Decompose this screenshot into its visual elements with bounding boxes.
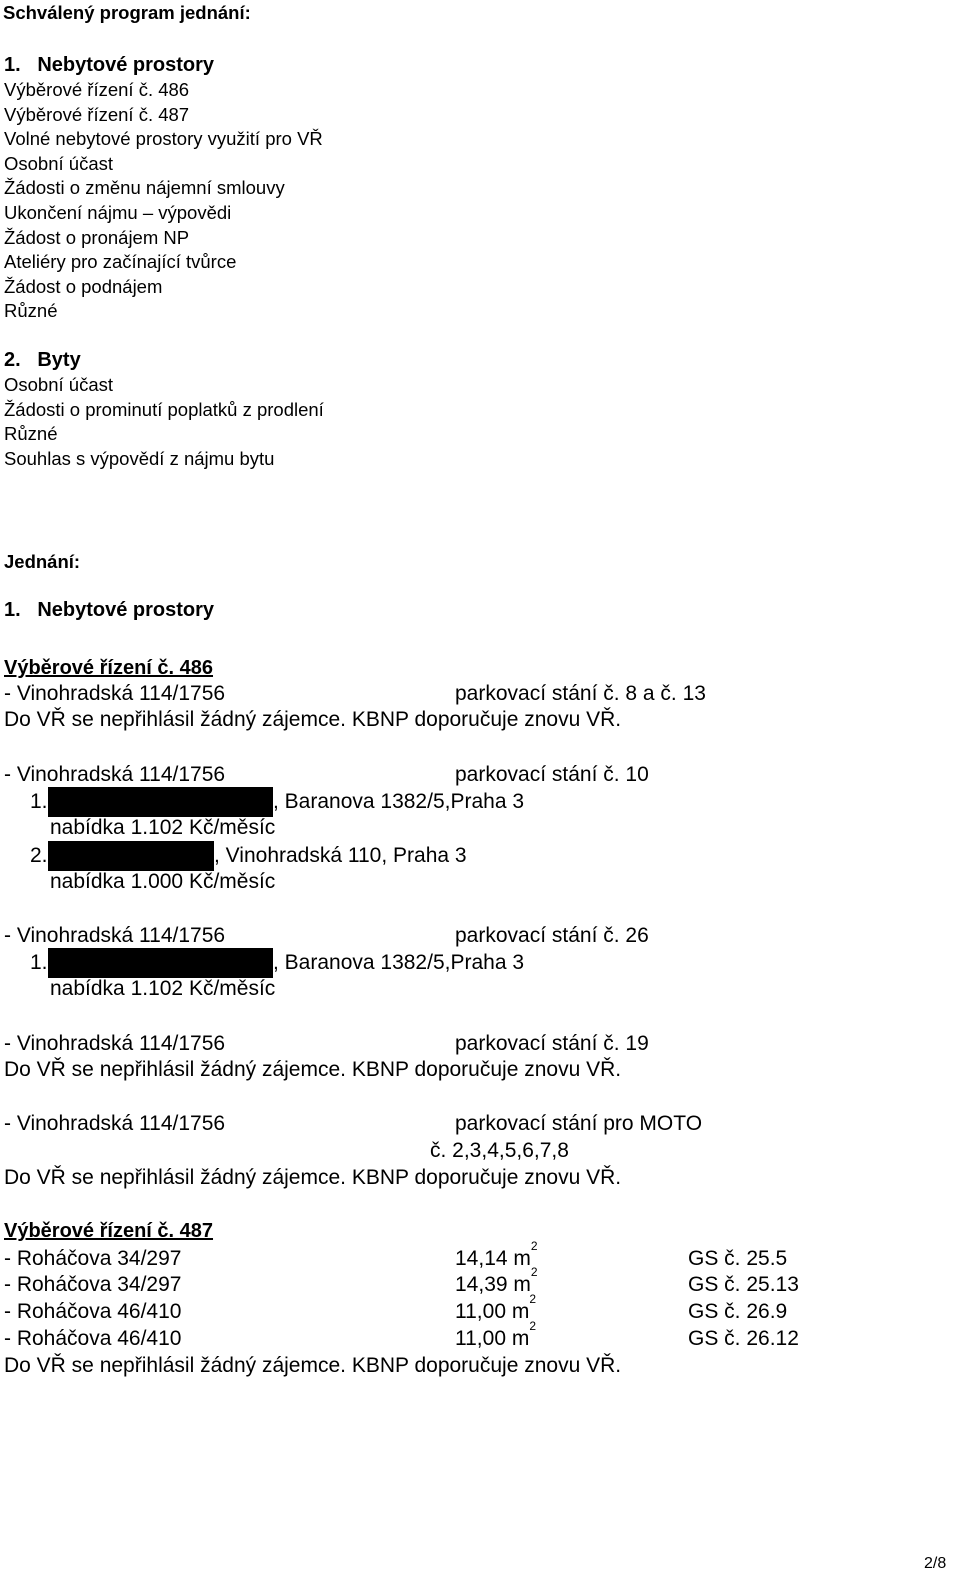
list-item: Výběrové řízení č. 486 (4, 79, 190, 100)
bid-offer: nabídka 1.102 Kč/měsíc (50, 816, 276, 839)
bidder-number: 1. (30, 951, 48, 974)
bid-offer: nabídka 1.102 Kč/měsíc (50, 977, 276, 1000)
address: - Vinohradská 114/1756 (4, 924, 226, 947)
vr486-heading: Výběrové řízení č. 486 (4, 657, 214, 679)
note: Do VŘ se nepřihlásil žádný zájemce. KBNP doporučuje znovu VŘ. (4, 1058, 622, 1081)
list-item: Osobní účast (4, 152, 114, 174)
address: - Roháčova 46/410 (4, 1300, 182, 1323)
note: Do VŘ se nepřihlásil žádný zájemce. KBNP doporučuje znovu VŘ. (4, 1354, 622, 1377)
list-item: Žádosti o změnu nájemní smlouvy (4, 177, 285, 199)
parking-spot: parkovací stání č. 10 (455, 763, 649, 786)
vr487-heading: Výběrové řízení č. 487 (4, 1220, 214, 1242)
list-item: Souhlas s výpovědí z nájmu bytu (4, 447, 275, 469)
address: - Roháčova 34/297 (4, 1247, 182, 1270)
unit-superscript: 2 (529, 1319, 537, 1333)
program-section-2-title: 2. Byty (4, 349, 81, 371)
bidder-number: 1. (30, 790, 48, 813)
bidder-address: , Baranova 1382/5,Praha 3 (273, 790, 525, 813)
address: - Roháčova 34/297 (4, 1273, 182, 1296)
unit-superscript: 2 (529, 1292, 537, 1306)
parking-spot: parkovací stání č. 19 (455, 1032, 649, 1055)
list-item: Různé (4, 423, 58, 445)
address: - Vinohradská 114/1756 (4, 682, 226, 705)
list-item: Výběrové řízení č. 487 (4, 103, 190, 125)
note: Do VŘ se nepřihlásil žádný zájemce. KBNP doporučuje znovu VŘ. (4, 1166, 622, 1189)
area: 14,14 $m^2$ (455, 1239, 538, 1270)
list-item: Žádost o podnájem (4, 275, 163, 297)
unit-superscript: 2 (530, 1265, 538, 1279)
unit-superscript: 2 (530, 1239, 538, 1253)
list-item: Ukončení nájmu – výpovědi (4, 202, 232, 223)
parking-spot: parkovací stání č. 26 (455, 924, 649, 947)
parking-spot: parkovací stání č. 8 a č. 13 (455, 682, 706, 705)
gs-number: GS č. 26.9 (688, 1300, 788, 1323)
bidder-address: , Vinohradská 110, Praha 3 (214, 844, 467, 867)
list-item: Osobní účast (4, 374, 114, 395)
gs-number: GS č. 25.5 (688, 1247, 788, 1270)
bid-offer: nabídka 1.000 Kč/měsíc (50, 870, 276, 893)
program-section-1-title: 1. Nebytové prostory (4, 54, 215, 76)
meeting-heading: Jednání: (4, 551, 81, 572)
area: 14,39 $m^2$ (455, 1265, 538, 1296)
list-item: Žádost o pronájem NP (4, 226, 190, 248)
list-item: Volné nebytové prostory využití pro VŘ (4, 128, 323, 150)
redaction-bar (48, 787, 273, 817)
page-number: 2/8 (924, 1555, 947, 1572)
parking-spot-numbers: č. 2,3,4,5,6,7,8 (430, 1139, 569, 1162)
address: - Roháčova 46/410 (4, 1327, 182, 1350)
address: - Vinohradská 114/1756 (4, 1032, 226, 1055)
area: 11,00 $m^2$ (455, 1292, 537, 1323)
redaction-bar (48, 841, 214, 871)
meeting-section-1-title: 1. Nebytové prostory (4, 599, 215, 621)
redaction-bar (48, 948, 273, 978)
gs-number: GS č. 25.13 (688, 1273, 799, 1296)
bidder-address: , Baranova 1382/5,Praha 3 (273, 951, 525, 974)
parking-spot: parkovací stání pro MOTO (455, 1112, 703, 1135)
note: Do VŘ se nepřihlásil žádný zájemce. KBNP doporučuje znovu VŘ. (4, 708, 622, 731)
list-item: Ateliéry pro začínající tvůrce (4, 251, 237, 273)
list-item: Různé (4, 300, 58, 322)
address: - Vinohradská 114/1756 (4, 763, 226, 786)
program-heading: Schválený program jednání: (3, 2, 251, 23)
bidder-number: 2. (30, 844, 48, 867)
gs-number: GS č. 26.12 (688, 1327, 799, 1350)
area: 11,00 $m^2$ (455, 1319, 537, 1350)
address: - Vinohradská 114/1756 (4, 1112, 226, 1135)
list-item: Žádosti o prominutí poplatků z prodlení (4, 398, 324, 420)
